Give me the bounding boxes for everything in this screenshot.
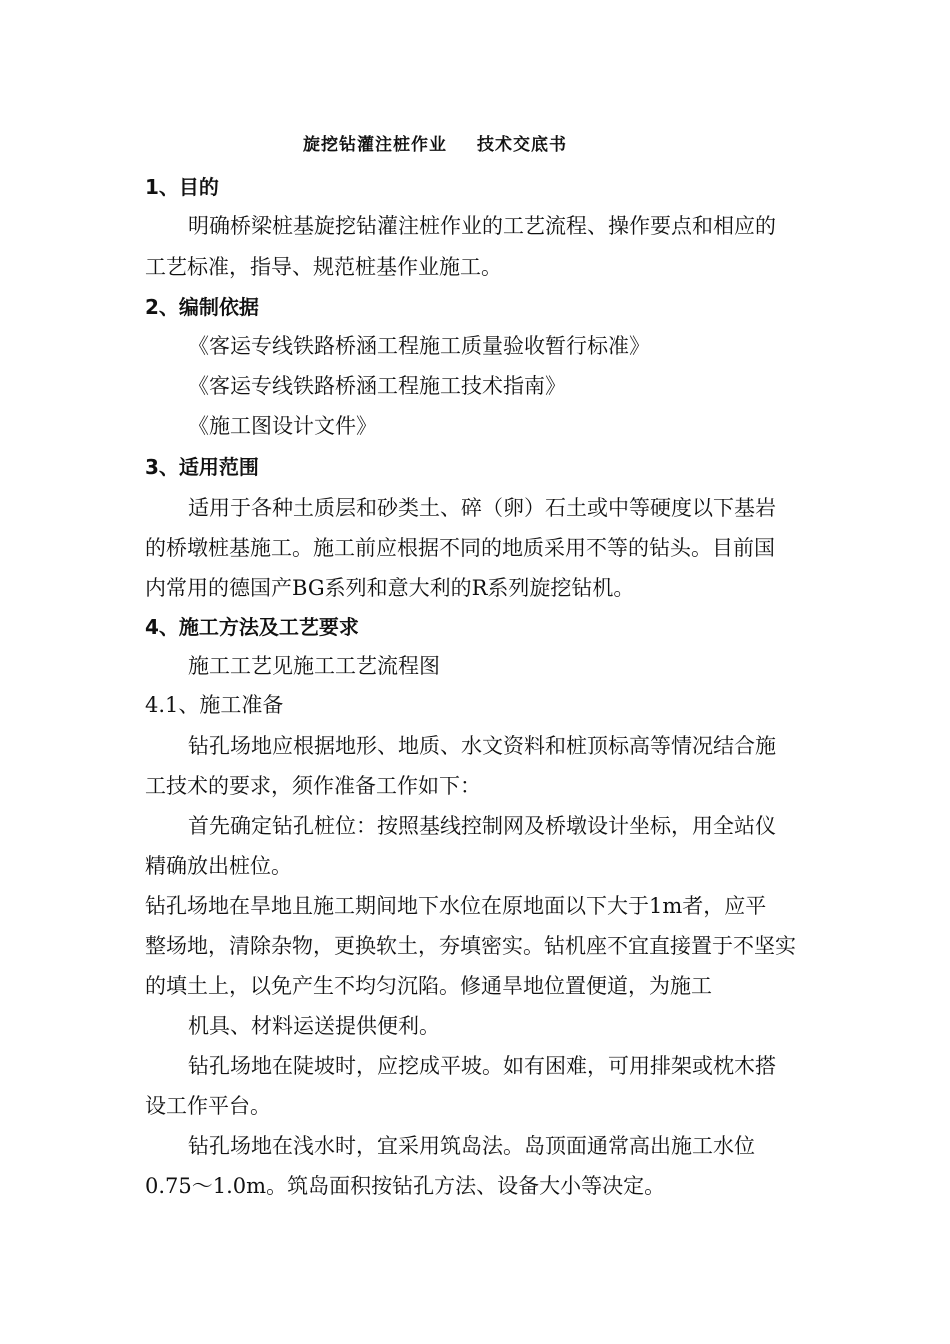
paragraph-line: 首先确定钻孔桩位：按照基线控制网及桥墩设计坐标，用全站仪	[188, 814, 776, 838]
paragraph-line: 工技术的要求，须作准备工作如下：	[145, 774, 481, 798]
paragraph-line: 的填土上，以免产生不均匀沉陷。修通旱地位置便道，为施工	[145, 974, 712, 998]
reference-item: 《客运专线铁路桥涵工程施工技术指南》	[188, 374, 566, 398]
paragraph-line: 精确放出桩位。	[145, 854, 292, 878]
paragraph-line: 钻孔场地在浅水时，宜采用筑岛法。岛顶面通常高出施工水位	[188, 1134, 755, 1158]
paragraph-line: 施工工艺见施工工艺流程图	[188, 654, 440, 678]
paragraph-line: 工艺标准，指导、规范桩基作业施工。	[145, 255, 502, 279]
paragraph-line: 适用于各种土质层和砂类土、碎（卵）石土或中等硬度以下基岩	[188, 496, 776, 520]
paragraph-line: 钻孔场地在旱地且施工期间地下水位在原地面以下大于1m者，应平	[145, 894, 767, 918]
paragraph-line: 明确桥梁桩基旋挖钻灌注桩作业的工艺流程、操作要点和相应的	[188, 214, 776, 238]
paragraph-line: 的桥墩桩基施工。施工前应根据不同的地质采用不等的钻头。目前国	[145, 536, 775, 560]
paragraph-line: 钻孔场地在陡坡时，应挖成平坡。如有困难，可用排架或枕木搭	[188, 1054, 776, 1078]
reference-item: 《客运专线铁路桥涵工程施工质量验收暂行标准》	[188, 334, 650, 358]
document-title-left: 旋挖钻灌注桩作业	[303, 135, 447, 155]
section-heading-purpose: 1、目的	[145, 175, 219, 199]
section-heading-scope: 3、适用范围	[145, 455, 259, 479]
section-heading-basis: 2、编制依据	[145, 295, 259, 319]
document-title	[303, 130, 567, 160]
paragraph-line: 设工作平台。	[145, 1094, 271, 1118]
section-heading-method: 4、施工方法及工艺要求	[145, 615, 359, 639]
paragraph-line: 机具、材料运送提供便利。	[188, 1014, 440, 1038]
paragraph-line: 内常用的德国产BG系列和意大利的R系列旋挖钻机。	[145, 576, 635, 600]
paragraph-line: 整场地，清除杂物，更换软土，夯填密实。钻机座不宜直接置于不坚实	[145, 934, 796, 958]
reference-item: 《施工图设计文件》	[188, 414, 377, 438]
document-title-right: 技术交底书	[477, 135, 567, 155]
subsection-heading-preparation: 4.1、施工准备	[145, 693, 284, 717]
paragraph-line: 0.75～1.0m。筑岛面积按钻孔方法、设备大小等决定。	[145, 1174, 666, 1198]
paragraph-line: 钻孔场地应根据地形、地质、水文资料和桩顶标高等情况结合施	[188, 734, 776, 758]
